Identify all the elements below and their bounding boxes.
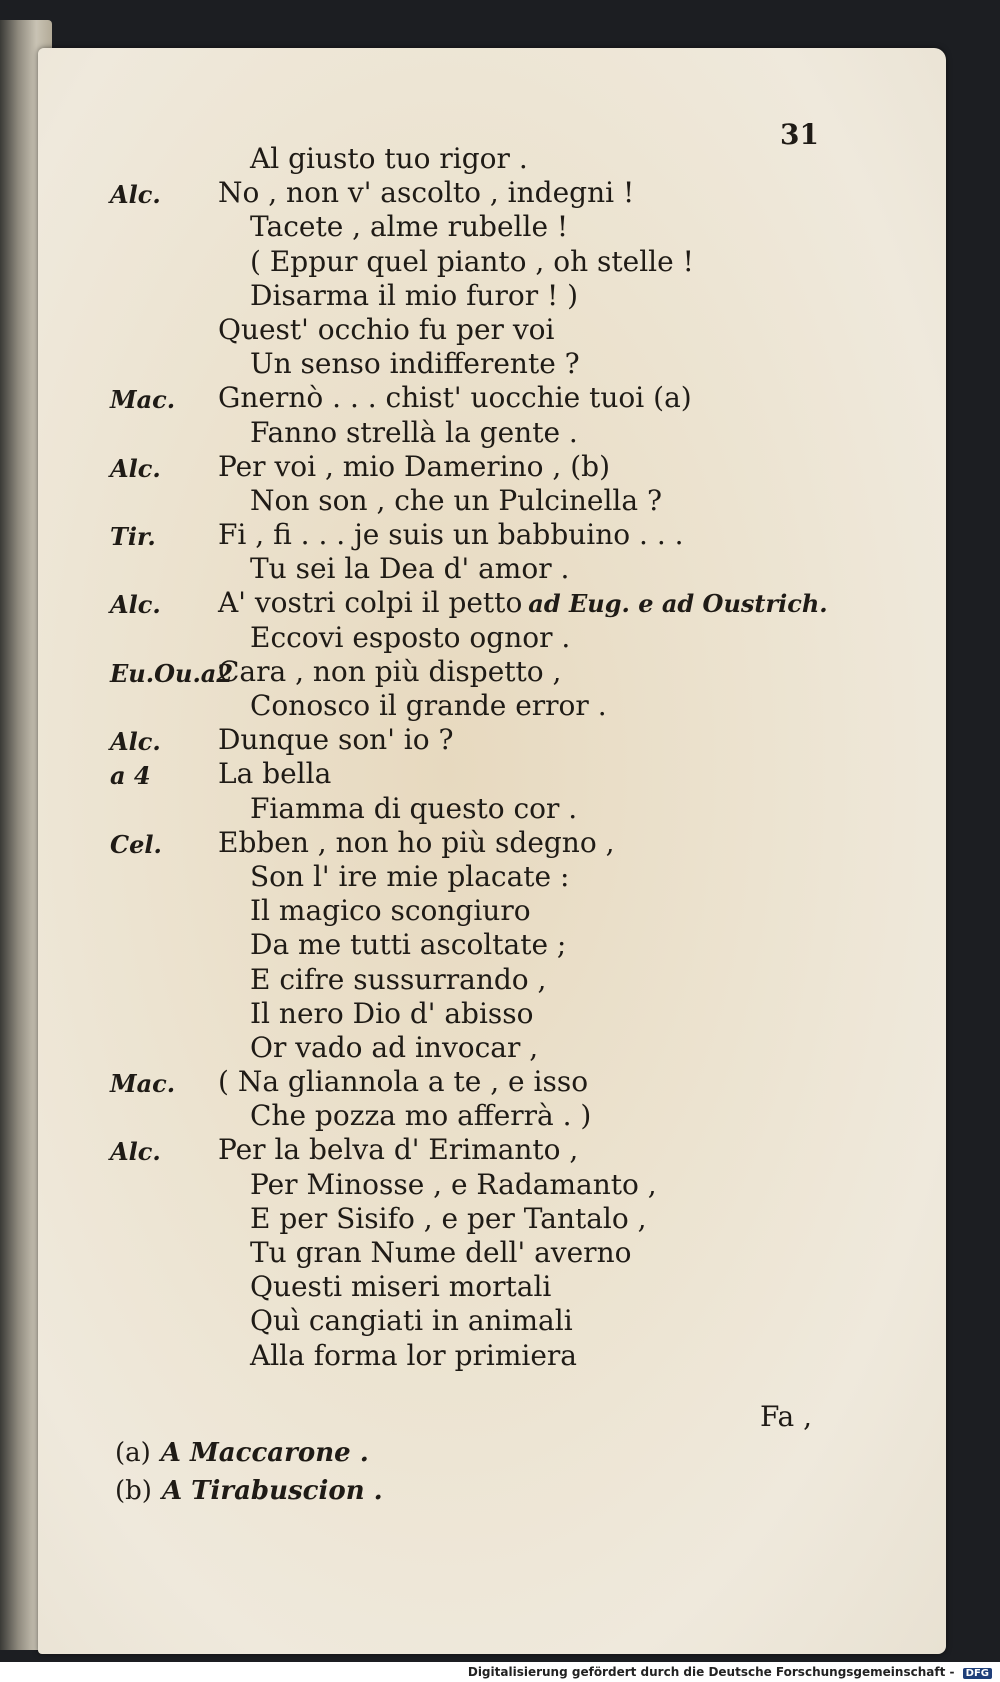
- stage-direction: ad Eug. e ad Oustrich.: [528, 589, 828, 619]
- verse-text: [250, 1099, 591, 1132]
- verse-line: [0, 245, 1000, 279]
- footer-credit-text: Digitalisierung gefördert durch die Deutsche Forschungsgemeinschaft -: [467, 1665, 955, 1679]
- verse-text: [250, 860, 569, 893]
- verse-words: Ebben , non ho più sdegno ,: [218, 825, 615, 859]
- verse-text: [218, 313, 554, 346]
- verse-line: [0, 381, 1000, 415]
- speaker-label: Tir.: [110, 522, 156, 552]
- footer-credit: [468, 1665, 992, 1679]
- verse-line: [0, 826, 1000, 860]
- verse-words: Or vado ad invocar ,: [250, 1030, 539, 1064]
- verse-text: [250, 245, 694, 278]
- verse-words: Il nero Dio d' abisso: [250, 996, 534, 1030]
- verse-line: [0, 1065, 1000, 1099]
- footnotes: [115, 1438, 383, 1514]
- verse-line: [0, 689, 1000, 723]
- verse-words: Tacete , alme rubelle !: [250, 210, 569, 244]
- verse-words: Il magico scongiuro: [250, 894, 531, 928]
- verse-line: [0, 1236, 1000, 1270]
- verse-words: Quì cangiati in animali: [250, 1304, 573, 1338]
- verse-words: Fanno strellà la gente .: [250, 415, 578, 449]
- verse-words: Che pozza mo afferrà . ): [250, 1099, 592, 1133]
- verse-text: [250, 347, 580, 380]
- verse-text: [250, 1168, 657, 1201]
- verse-line: [0, 450, 1000, 484]
- verse-words: Per voi , mio Damerino , (b): [218, 449, 610, 483]
- verse-text: [250, 210, 568, 243]
- verse-words: A' vostri colpi il petto: [218, 586, 523, 620]
- verse-text: [250, 279, 578, 312]
- verse-text: [218, 723, 454, 756]
- verse-words: Al giusto tuo rigor .: [250, 142, 528, 175]
- verse-words: Un senso indifferente ?: [250, 347, 580, 381]
- digitization-footer: [0, 1662, 1000, 1682]
- verse-line: [0, 1339, 1000, 1373]
- verse-text: [250, 552, 569, 585]
- speaker-label: Alc.: [110, 180, 161, 210]
- footnote-mark: (a): [115, 1438, 151, 1468]
- verse-text: [250, 416, 578, 449]
- verse-line: [0, 1202, 1000, 1236]
- verse-text: [218, 176, 634, 209]
- verse-line: [0, 1304, 1000, 1338]
- verse-line: [0, 176, 1000, 210]
- verse-words: Questi miseri mortali: [250, 1270, 552, 1304]
- speaker-label: Alc.: [110, 1137, 161, 1167]
- verse-line: [0, 484, 1000, 518]
- footnote: [115, 1438, 383, 1476]
- verse-text: [250, 1270, 551, 1303]
- footnote: [115, 1476, 383, 1514]
- verse-text: [250, 1304, 573, 1337]
- speaker-label: Alc.: [110, 727, 161, 757]
- verse-words: E per Sisifo , e per Tantalo ,: [250, 1201, 647, 1235]
- verse-text: [218, 1065, 588, 1098]
- verse-words: ( Na gliannola a te , e isso: [218, 1065, 589, 1099]
- verse-line: [0, 1031, 1000, 1065]
- verse-text: [250, 689, 607, 722]
- verse-words: Per la belva d' Erimanto ,: [218, 1133, 579, 1167]
- verse-text: [250, 997, 534, 1030]
- verse-line: [0, 723, 1000, 757]
- verse-text: [218, 450, 610, 483]
- verse-words: Per Minosse , e Radamanto ,: [250, 1167, 657, 1201]
- verse-words: Alla forma lor primiera: [250, 1338, 577, 1372]
- verse-text: [250, 928, 566, 961]
- footnote-text: A Tirabuscion .: [161, 1476, 383, 1506]
- verse-text: [250, 142, 528, 175]
- verse-line: [0, 1099, 1000, 1133]
- speaker-label: Mac.: [110, 385, 176, 415]
- verse-text: [250, 621, 570, 654]
- verse-text: [250, 1236, 631, 1269]
- verse-words: Non son , che un Pulcinella ?: [250, 483, 662, 517]
- verse-words: Tu gran Nume dell' averno: [250, 1236, 632, 1269]
- verse-text: [250, 792, 577, 825]
- libretto-text: [0, 142, 1000, 1373]
- verse-text: [218, 586, 828, 619]
- verse-words: Dunque son' io ?: [218, 723, 454, 757]
- verse-text: [218, 655, 561, 688]
- verse-line: [0, 621, 1000, 655]
- verse-text: [218, 826, 615, 859]
- verse-line: [0, 210, 1000, 244]
- verse-words: Tu sei la Dea d' amor .: [250, 552, 570, 586]
- verse-line: [0, 1270, 1000, 1304]
- speaker-label: a 4: [110, 761, 151, 791]
- verse-line: [0, 347, 1000, 381]
- verse-line: [0, 1133, 1000, 1167]
- verse-text: [218, 757, 331, 790]
- verse-line: [0, 142, 1000, 176]
- verse-line: [0, 757, 1000, 791]
- verse-text: [218, 1133, 578, 1166]
- verse-text: [218, 518, 684, 551]
- verse-words: Eccovi esposto ognor .: [250, 620, 571, 654]
- verse-words: Gnernò . . . chist' uocchie tuoi (a): [218, 381, 692, 415]
- verse-line: [0, 860, 1000, 894]
- verse-words: No , non v' ascolto , indegni !: [218, 176, 635, 210]
- verse-words: Quest' occhio fu per voi: [218, 312, 555, 346]
- verse-words: Fiamma di questo cor .: [250, 791, 578, 825]
- verse-words: Fi , fi . . . je suis un babbuino . . .: [218, 518, 684, 552]
- verse-line: [0, 279, 1000, 313]
- verse-words: ( Eppur quel pianto , oh stelle !: [250, 244, 694, 278]
- speaker-label: Eu.Ou.a2: [110, 658, 234, 688]
- verse-line: [0, 518, 1000, 552]
- verse-text: [250, 1031, 538, 1064]
- verse-words: Cara , non più dispetto ,: [218, 654, 562, 688]
- verse-line: [0, 552, 1000, 586]
- verse-text: [250, 484, 662, 517]
- verse-text: [250, 1339, 577, 1372]
- verse-line: [0, 997, 1000, 1031]
- dfg-logo-icon: DFG: [963, 1668, 992, 1679]
- verse-line: [0, 313, 1000, 347]
- page-number: 31: [780, 118, 819, 151]
- catchword: Fa ,: [760, 1400, 813, 1433]
- verse-text: [250, 894, 531, 927]
- verse-line: [0, 586, 1000, 620]
- footnote-mark: (b): [115, 1476, 152, 1506]
- verse-line: [0, 928, 1000, 962]
- speaker-label: Cel.: [110, 829, 162, 859]
- verse-text: [218, 381, 692, 414]
- verse-words: Son l' ire mie placate :: [250, 859, 570, 893]
- verse-line: [0, 792, 1000, 826]
- verse-line: [0, 655, 1000, 689]
- verse-text: [250, 1202, 647, 1235]
- speaker-label: Mac.: [110, 1069, 176, 1099]
- speaker-label: Alc.: [110, 590, 161, 620]
- verse-text: [250, 963, 546, 996]
- footnote-text: A Maccarone .: [160, 1438, 369, 1468]
- verse-line: [0, 894, 1000, 928]
- verse-line: [0, 963, 1000, 997]
- speaker-label: Alc.: [110, 453, 161, 483]
- verse-words: E cifre sussurrando ,: [250, 962, 547, 996]
- verse-words: Conosco il grande error .: [250, 689, 607, 722]
- verse-line: [0, 416, 1000, 450]
- verse-words: Disarma il mio furor ! ): [250, 278, 579, 312]
- verse-words: Da me tutti ascoltate ;: [250, 928, 567, 962]
- verse-line: [0, 1168, 1000, 1202]
- verse-words: La bella: [218, 757, 332, 791]
